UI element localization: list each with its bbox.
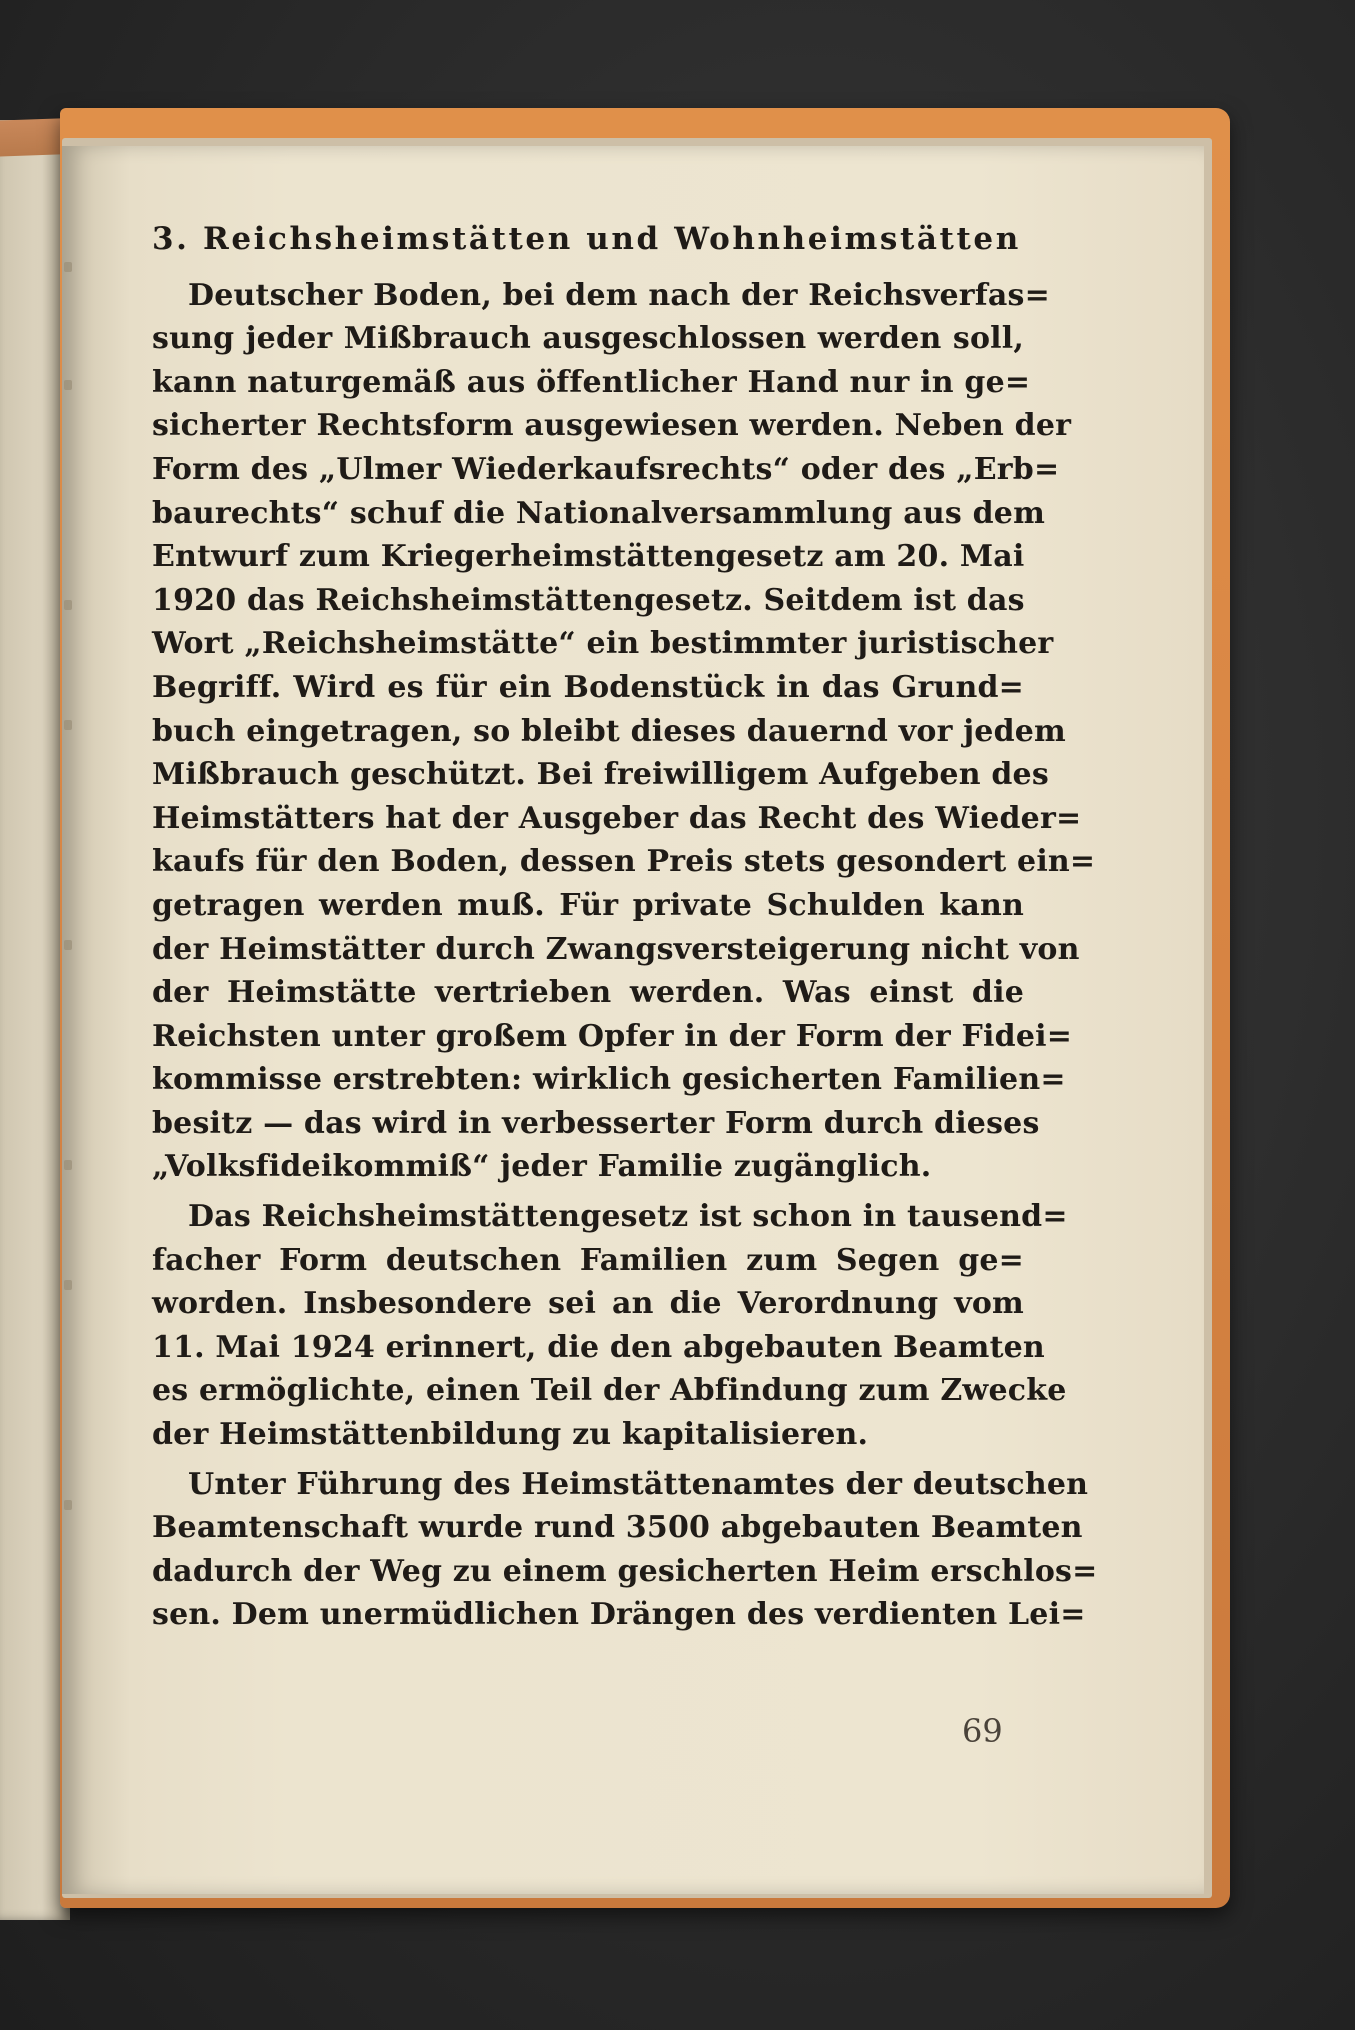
text-line: 1920 das Reichsheimstättengesetz. Seitdem ist das — [152, 582, 1025, 618]
text-line: Wort „Reichsheimstätte“ ein bestimmter juristischer — [152, 626, 1054, 662]
text-line: baurechts“ schuf die Nationalversammlung aus dem — [152, 495, 1046, 531]
text-line: der Heimstätte vertrieben werden. Was einst die — [152, 975, 1024, 1011]
text-line: dadurch der Weg zu einem gesicherten Heim erschlos= — [152, 1553, 1098, 1589]
text-line: Unter Führung des Heimstättenamtes der deutschen — [188, 1466, 1089, 1502]
text-line: es ermöglichte, einen Teil der Abfindung zum Zwecke — [152, 1373, 1067, 1409]
binding-stitch — [64, 600, 72, 610]
text-line: 11. Mai 1924 erinnert, die den abgebauten Beamten — [152, 1329, 1045, 1365]
text-line: Entwurf zum Kriegerheimstättengesetz am 20. Mai — [152, 539, 1025, 575]
text-line: „Volksfideikommiß“ jeder Familie zugänglich. — [152, 1149, 932, 1185]
text-line: sung jeder Mißbrauch ausgeschlossen werden soll, — [152, 321, 1024, 357]
text-line: sicherter Rechtsform ausgewiesen werden. Neben der — [152, 408, 1072, 444]
text-line: facher Form deutschen Familien zum Segen ge= — [152, 1242, 1024, 1278]
binding-stitch — [64, 1280, 72, 1290]
text-line: buch eingetragen, so bleibt dieses dauernd vor jedem — [152, 713, 1066, 749]
text-line: sen. Dem unermüdlichen Drängen des verdienten Lei= — [152, 1597, 1086, 1633]
text-line: Reichsten unter großem Opfer in der Form der Fidei= — [152, 1018, 1073, 1054]
text-line: kommisse erstrebten: wirklich gesicherten Familien= — [152, 1062, 1066, 1098]
binding-stitch — [64, 720, 72, 730]
page-text — [152, 218, 1098, 1643]
paragraph — [152, 1463, 1098, 1637]
binding-stitch — [64, 1160, 72, 1170]
paragraph — [152, 1195, 1068, 1457]
text-line: Mißbrauch geschützt. Bei freiwilligem Aufgeben des — [152, 757, 1049, 793]
text-line: getragen werden muß. Für private Schulden kann — [152, 887, 1024, 923]
text-line: kaufs für den Boden, dessen Preis stets gesondert ein= — [152, 844, 1096, 880]
page-number: 69 — [962, 1712, 1003, 1750]
binding-stitch — [64, 262, 72, 272]
binding-stitch — [64, 940, 72, 950]
text-line: Form des „Ulmer Wiederkaufsrechts“ oder des „Erb= — [152, 451, 1060, 487]
text-line: worden. Insbesondere sei an die Verordnung vom — [152, 1286, 1024, 1322]
text-line: Beamtenschaft wurde rund 3500 abgebauten Beamten — [152, 1510, 1083, 1546]
binding-stitch — [64, 380, 72, 390]
text-line: besitz — das wird in verbesserter Form durch dieses — [152, 1105, 1040, 1141]
section-heading: 3. Reichsheimstätten und Wohnheimstätten — [152, 221, 1021, 257]
text-line: der Heimstätter durch Zwangsversteigerung nicht von — [152, 931, 1080, 967]
text-line: Heimstätters hat der Ausgeber das Recht des Wieder= — [152, 800, 1082, 836]
text-line: Deutscher Boden, bei dem nach der Reichsverfas= — [188, 277, 1050, 313]
text-line: Das Reichsheimstättengesetz ist schon in tausend= — [188, 1199, 1068, 1235]
paragraphs — [152, 274, 1098, 1637]
text-line: kann naturgemäß aus öffentlicher Hand nur in ge= — [152, 364, 1031, 400]
text-line: Begriff. Wird es für ein Bodenstück in das Grund= — [152, 669, 1024, 705]
paragraph — [152, 274, 1096, 1189]
text-line: der Heimstättenbildung zu kapitalisieren. — [152, 1417, 869, 1453]
binding-stitch — [64, 1500, 72, 1510]
